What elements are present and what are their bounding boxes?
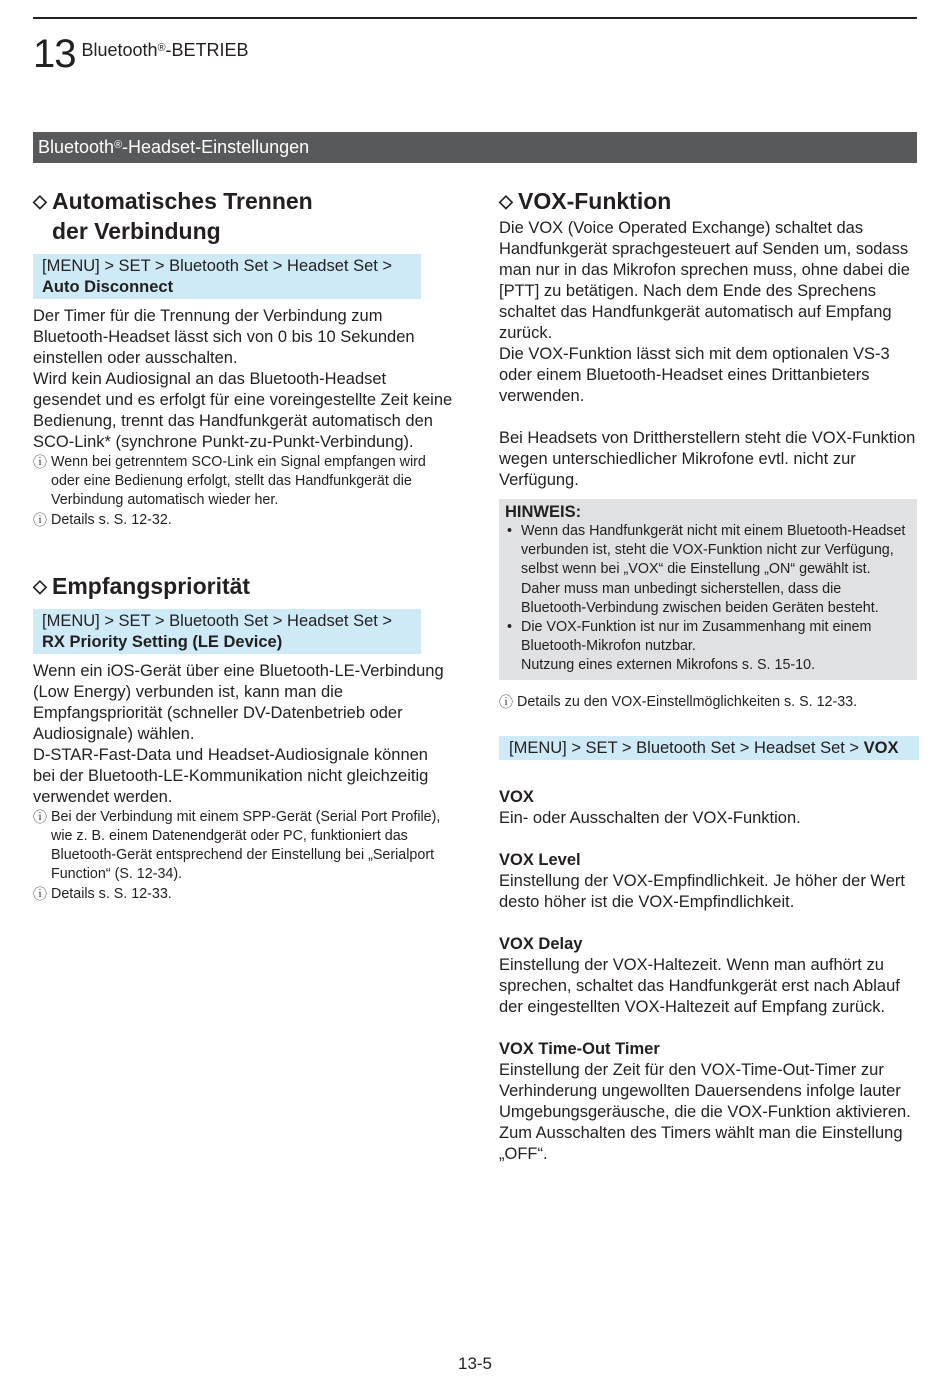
hint-item (505, 522, 909, 618)
note-text: Wenn bei getrenntem SCO-Link ein Signal empfangen wird oder eine Bedienung erfolgt, stellt das Handfunkgerät die Verbindung automatisch wieder her. (51, 454, 426, 509)
diamond-outline-icon: ◇ (33, 575, 47, 596)
chapter-title-suffix: -BETRIEB (165, 40, 249, 60)
vox-level-text: Einstellung der VOX-Empfindlichkeit. Je höher der Wert desto höher ist die VOX-Empfindlichkeit. (499, 871, 905, 911)
vox-timeout-text: Einstellung der Zeit für den VOX-Time-Out-Timer zur Verhinderung ungewollten Dauersendens infolge lauter Umgebungsgeräusche, die die VOX-Funktion aktivieren. Zum Ausschalten des Timers wählt man die Einstellung „OFF“. (499, 1060, 911, 1163)
auto-disconnect-title (52, 186, 313, 246)
info-circle-icon: ⓘ (33, 511, 47, 528)
vox-timeout-heading: VOX Time-Out Timer (499, 1039, 660, 1058)
info-note (33, 511, 453, 530)
vox-level-setting (499, 850, 919, 913)
hint-title: HINWEIS: (505, 503, 582, 521)
hint-text: Nutzung eines externen Mikrofons s. S. 15-10. (521, 657, 816, 674)
vox-title: VOX-Funktion (518, 188, 672, 214)
auto-disconnect-paragraph: Der Timer für die Trennung der Verbindung zum Bluetooth-Headset lässt sich von 0 bis 10 Sekunden einstellen oder ausschalten. (33, 307, 415, 367)
note-text: Bei der Verbindung mit einem SPP-Gerät (Serial Port Profile), wie z. B. einem Datenendgerät oder PC, funktioniert das Bluetooth-Gerät entsprechend der Einstellung bei „Serialport Function“ (S. 12-34). (51, 808, 441, 883)
section-registered-mark: ® (114, 139, 123, 151)
chapter-title (82, 40, 249, 60)
note-text: Details s. S. 12-32. (51, 511, 172, 528)
rx-priority-heading (33, 571, 453, 601)
auto-disconnect-menu-path (33, 254, 421, 299)
info-note (33, 453, 453, 511)
chapter-number: 13 (33, 32, 76, 76)
rx-priority-menu-path (33, 609, 421, 654)
info-note (499, 693, 919, 712)
vox-delay-heading: VOX Delay (499, 934, 583, 953)
info-note (33, 885, 453, 904)
vox-setting-heading: VOX (499, 787, 534, 806)
section-bar-suffix: -Headset-Einstellungen (122, 137, 310, 157)
vox-setting (499, 787, 919, 829)
section-bar (33, 132, 917, 163)
right-column (499, 186, 919, 1165)
menu-path-item: Auto Disconnect (42, 278, 174, 296)
page-number: 13-5 (457, 1354, 493, 1373)
vox-delay-setting (499, 934, 919, 1018)
hint-text: Wenn das Handfunkgerät nicht mit einem Bluetooth-Headset verbunden ist, steht die VOX-Funktion nicht zur Verfügung, selbst wenn bei „VOX“ die Einstellung „ON“ gewählt ist. Daher muss man unbedingt sicherstellen, dass die Bluetooth-Verbindung zwischen beiden Geräten besteht. (521, 523, 906, 616)
vox-paragraph: Die VOX-Funktion lässt sich mit dem optionalen VS-3 oder einem Bluetooth-Headset eines Drittanbieters verwenden. (499, 345, 890, 405)
diamond-outline-icon: ◇ (499, 191, 513, 211)
info-circle-icon: ⓘ (499, 693, 513, 710)
menu-path-text: [MENU] > SET > Bluetooth Set > Headset Set > (42, 611, 393, 630)
top-rule (33, 17, 917, 19)
note-text: Details zu den VOX-Einstellmöglichkeiten s. S. 12-33. (517, 693, 858, 710)
hint-text: Die VOX-Funktion ist nur im Zusammenhang mit einem Bluetooth-Mikrofon nutzbar. (521, 619, 872, 655)
chapter-header (33, 30, 249, 78)
info-note (33, 808, 453, 885)
menu-path-text: [MENU] > SET > Bluetooth Set > Headset Set > (42, 257, 393, 275)
hint-item (505, 618, 909, 676)
vox-paragraph: Die VOX (Voice Operated Exchange) schaltet das Handfunkgerät sprachgesteuert auf Senden um, sodass man nur in das Mikrofon sprechen muss, ohne dabei die [PTT] zu betätigen. Nach dem Ende des Sprechens schaltet das Handfunkgerät automatisch auf Empfang zurück. (499, 219, 910, 342)
vox-menu-path (499, 736, 919, 760)
vox-delay-text: Einstellung der VOX-Haltezeit. Wenn man aufhört zu sprechen, schaltet das Handfunkgerät erst nach Ablauf der eingestellten VOX-Haltezeit auf Empfang zurück. (499, 955, 900, 1016)
auto-disconnect-title-line2: der Verbindung (52, 218, 221, 244)
left-column (33, 186, 453, 904)
vox-timeout-setting (499, 1039, 919, 1165)
vox-level-heading: VOX Level (499, 850, 581, 869)
hint-box (499, 499, 917, 680)
rx-priority-title: Empfangspriorität (52, 572, 251, 599)
info-circle-icon: ⓘ (33, 885, 47, 902)
note-text: Details s. S. 12-33. (51, 885, 172, 902)
info-circle-icon: ⓘ (33, 454, 47, 470)
auto-disconnect-title-line1: Automatisches Trennen (52, 188, 313, 214)
vox-setting-text: Ein- oder Ausschalten der VOX-Funktion. (499, 808, 801, 827)
info-circle-icon: ⓘ (33, 808, 47, 825)
bullet-dot-icon: • (507, 523, 513, 539)
auto-disconnect-paragraph: Wird kein Audiosignal an das Bluetooth-Headset gesendet und es erfolgt für eine voreingestellte Zeit keine Bedienung, trennt das Handfunkgerät automatisch den SCO-Link* (synchrone Punkt-zu-Punkt-Verbindung). (33, 370, 453, 451)
vox-paragraph: Bei Headsets von Drittherstellern steht die VOX-Funktion wegen unterschiedlicher Mikrofone evtl. nicht zur Verfügung. (499, 429, 916, 489)
menu-path-item: RX Priority Setting (LE Device) (42, 632, 283, 651)
chapter-title-text: Bluetooth (81, 40, 158, 60)
menu-path-item: VOX (863, 738, 899, 757)
rx-priority-paragraph: Wenn ein iOS-Gerät über eine Bluetooth-LE-Verbindung (Low Energy) verbunden ist, kann man die Empfangspriorität (schneller DV-Datenbetrieb oder Audiosignale) wählen. (33, 661, 444, 743)
vox-heading (499, 186, 919, 216)
rx-priority-paragraph: D-STAR-Fast-Data und Headset-Audiosignale können bei der Bluetooth-LE-Kommunikation nicht gleichzeitig verwendet werden. (33, 745, 429, 806)
auto-disconnect-heading (33, 186, 453, 246)
registered-mark: ® (157, 42, 166, 54)
section-bar-text: Bluetooth (38, 137, 115, 157)
diamond-outline-icon: ◇ (33, 191, 47, 211)
bullet-dot-icon: • (507, 619, 513, 636)
menu-path-text: [MENU] > SET > Bluetooth Set > Headset Set > (509, 738, 860, 757)
hint-text-block (521, 618, 909, 676)
